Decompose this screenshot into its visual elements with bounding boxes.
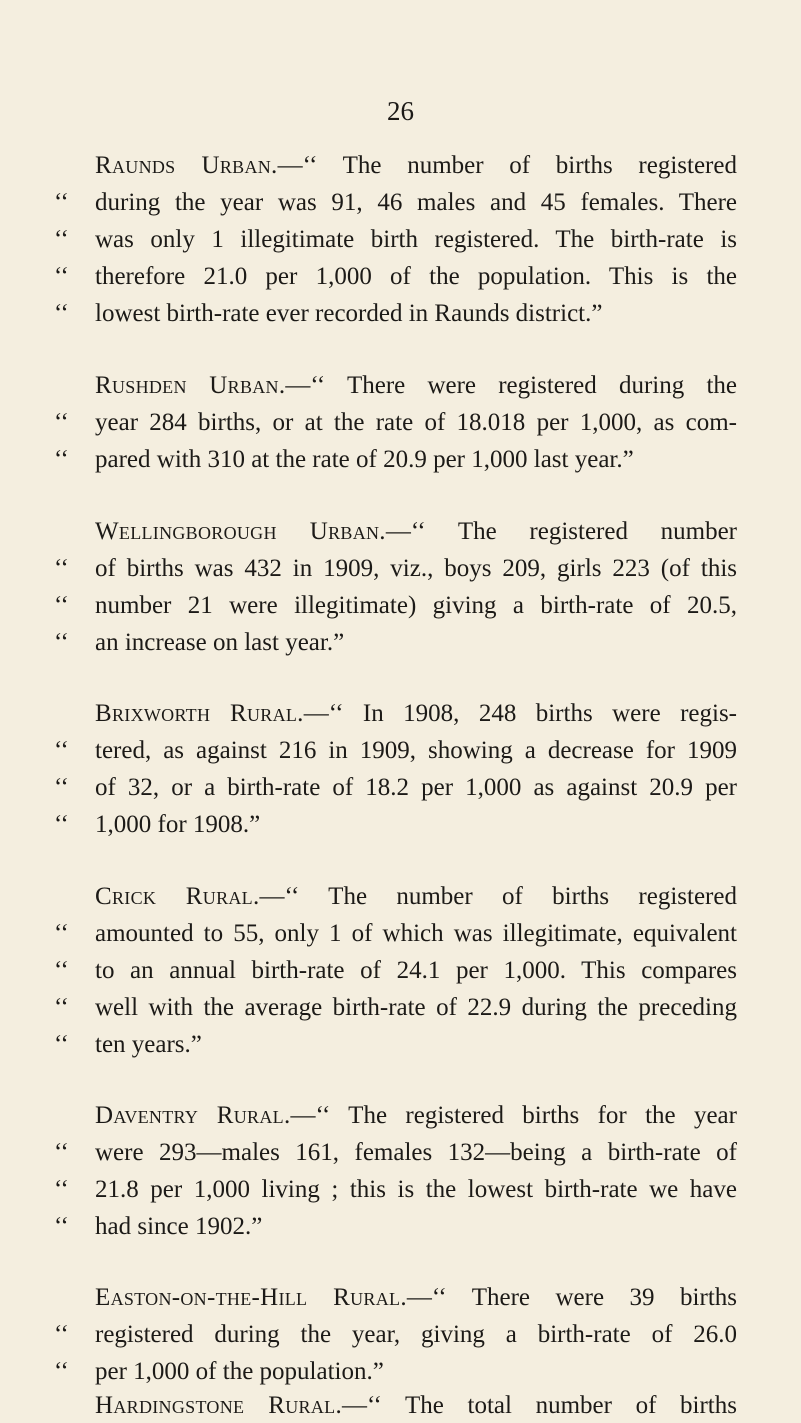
text-line: Hardingstone Rural.—‘‘ The total number of births — [95, 1392, 737, 1419]
text-line: Crick Rural.—‘‘ The number of births registered — [95, 883, 737, 910]
paragraph-heading: Brixworth Rural. — [95, 700, 304, 727]
text-line: ‘‘ registered during the year, giving a birth-rate of 26.0 — [54, 1321, 737, 1348]
paragraph-heading: Daventry Rural. — [95, 1102, 291, 1129]
text-line: Rushden Urban.—‘‘ There were registered during the — [95, 372, 737, 399]
paragraph-heading: Rushden Urban. — [95, 372, 286, 399]
paragraph-heading: Raunds Urban. — [95, 152, 278, 179]
text-line: ‘‘ year 284 births, or at the rate of 18.018 per 1,000, as com- — [54, 409, 737, 436]
page-number: 26 — [387, 96, 414, 126]
text-line: ‘‘ number 21 were illegitimate) giving a birth-rate of 20.5, — [54, 592, 737, 619]
text-line: ‘‘ 1,000 for 1908.” — [54, 811, 261, 838]
paragraph-heading: Wellingborough Urban. — [95, 518, 386, 545]
text-line: ‘‘ 21.8 per 1,000 living ; this is the lowest birth-rate we have — [54, 1176, 737, 1203]
text-line: Wellingborough Urban.—‘‘ The registered number — [95, 518, 737, 545]
paragraph-heading: Hardingstone Rural. — [95, 1392, 342, 1419]
text-line: ‘‘ amounted to 55, only 1 of which was illegitimate, equivalent — [54, 920, 737, 947]
text-line: ‘‘ to an annual birth-rate of 24.1 per 1,000. This compares — [54, 957, 737, 984]
text-line: ‘‘ per 1,000 of the population.” — [54, 1358, 384, 1385]
text-line: Daventry Rural.—‘‘ The registered births for the year — [95, 1102, 737, 1129]
text-line: ‘‘ an increase on last year.” — [54, 629, 345, 656]
text-line: ‘‘ well with the average birth-rate of 22.9 during the preceding — [54, 994, 737, 1021]
text-line: ‘‘ ten years.” — [54, 1031, 202, 1058]
text-line: ‘‘ had since 1902.” — [54, 1213, 263, 1240]
text-line: ‘‘ was only 1 illegitimate birth registered. The birth-rate is — [54, 226, 737, 253]
text-line: ‘‘ during the year was 91, 46 males and 45 females. There — [54, 189, 737, 216]
paragraph-heading: Crick Rural. — [95, 883, 260, 910]
text-line: ‘‘ lowest birth-rate ever recorded in Raunds district.” — [54, 300, 603, 327]
text-line: ‘‘ of 32, or a birth-rate of 18.2 per 1,000 as against 20.9 per — [54, 774, 737, 801]
text-line: Easton-on-the-Hill Rural.—‘‘ There were 39 births — [95, 1284, 737, 1311]
text-line: ‘‘ tered, as against 216 in 1909, showing a decrease for 1909 — [54, 737, 737, 764]
paragraph-heading: Easton-on-the-Hill Rural. — [95, 1284, 407, 1311]
text-line: Brixworth Rural.—‘‘ In 1908, 248 births were regis- — [95, 700, 737, 727]
text-line: ‘‘ were 293—males 161, females 132—being a birth-rate of — [54, 1139, 737, 1166]
text-line: ‘‘ pared with 310 at the rate of 20.9 per 1,000 last year.” — [54, 446, 634, 473]
text-line: ‘‘ therefore 21.0 per 1,000 of the population. This is the — [54, 263, 737, 290]
text-line: ‘‘ of births was 432 in 1909, viz., boys 209, girls 223 (of this — [54, 555, 737, 582]
text-line: Raunds Urban.—‘‘ The number of births registered — [95, 152, 737, 179]
